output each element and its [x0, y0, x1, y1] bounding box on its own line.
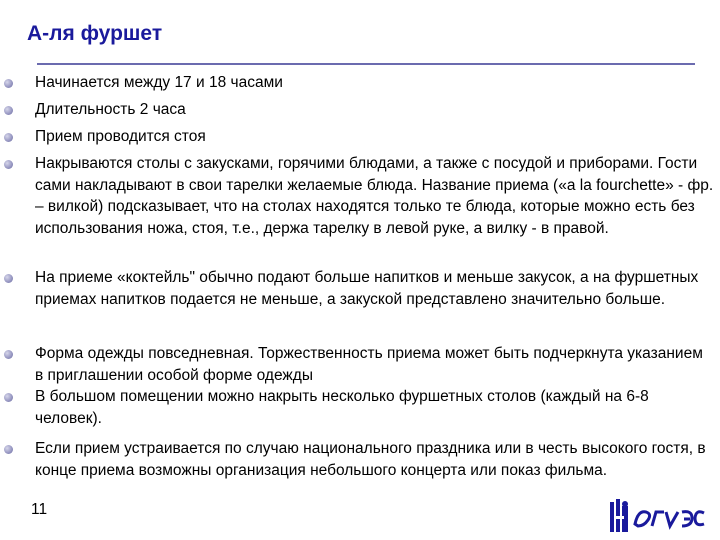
bullet-icon [4, 133, 13, 142]
slide-title: А-ля фуршет [27, 22, 163, 45]
bullet-icon [4, 445, 13, 454]
bullet-icon [4, 79, 13, 88]
bullet-text: Прием проводится стоя [35, 128, 206, 145]
bullet-icon [4, 393, 13, 402]
bullet-text: Если прием устраивается по случаю национального праздника или в честь высокого гостя, в конце приема возможны организация небольшого концерта или показ фильма. [35, 440, 706, 479]
bullet-icon [4, 274, 13, 283]
page-number: 11 [31, 501, 48, 518]
bullet-text: Накрываются столы с закусками, горячими блюдами, а также с посудой и приборами. Гости сами накладывают в свои тарелки желаемые блюда. Название приема («а la fourchette» - фр. – вилкой) подсказывает, что на столах находятся только те блюда, которые можно есть без использования ножа, стоя, т.е., держа тарелку в левой руке, а вилку - в правой. [35, 155, 714, 237]
bullet-text: Длительность 2 часа [35, 101, 186, 118]
bullet-icon [4, 160, 13, 169]
title-divider [37, 63, 695, 65]
bullet-text: Форма одежды повседневная. Торжественность приема может быть подчеркнута указанием в приглашении особой форме одежды [35, 345, 703, 384]
bullet-icon [4, 350, 13, 359]
university-logo [608, 496, 708, 536]
logo-emblem-icon [610, 499, 628, 532]
logo-wordmark [635, 512, 704, 526]
bullet-text: Начинается между 17 и 18 часами [35, 74, 283, 91]
bullet-text: На приеме «коктейль" обычно подают больше напитков и меньше закусок, а на фуршетных приемах напитков подается не меньше, а закуской представлено значительно больше. [35, 269, 699, 308]
bullet-text: В большом помещении можно накрыть несколько фуршетных столов (каждый на 6-8 человек). [35, 388, 649, 427]
bullet-icon [4, 106, 13, 115]
